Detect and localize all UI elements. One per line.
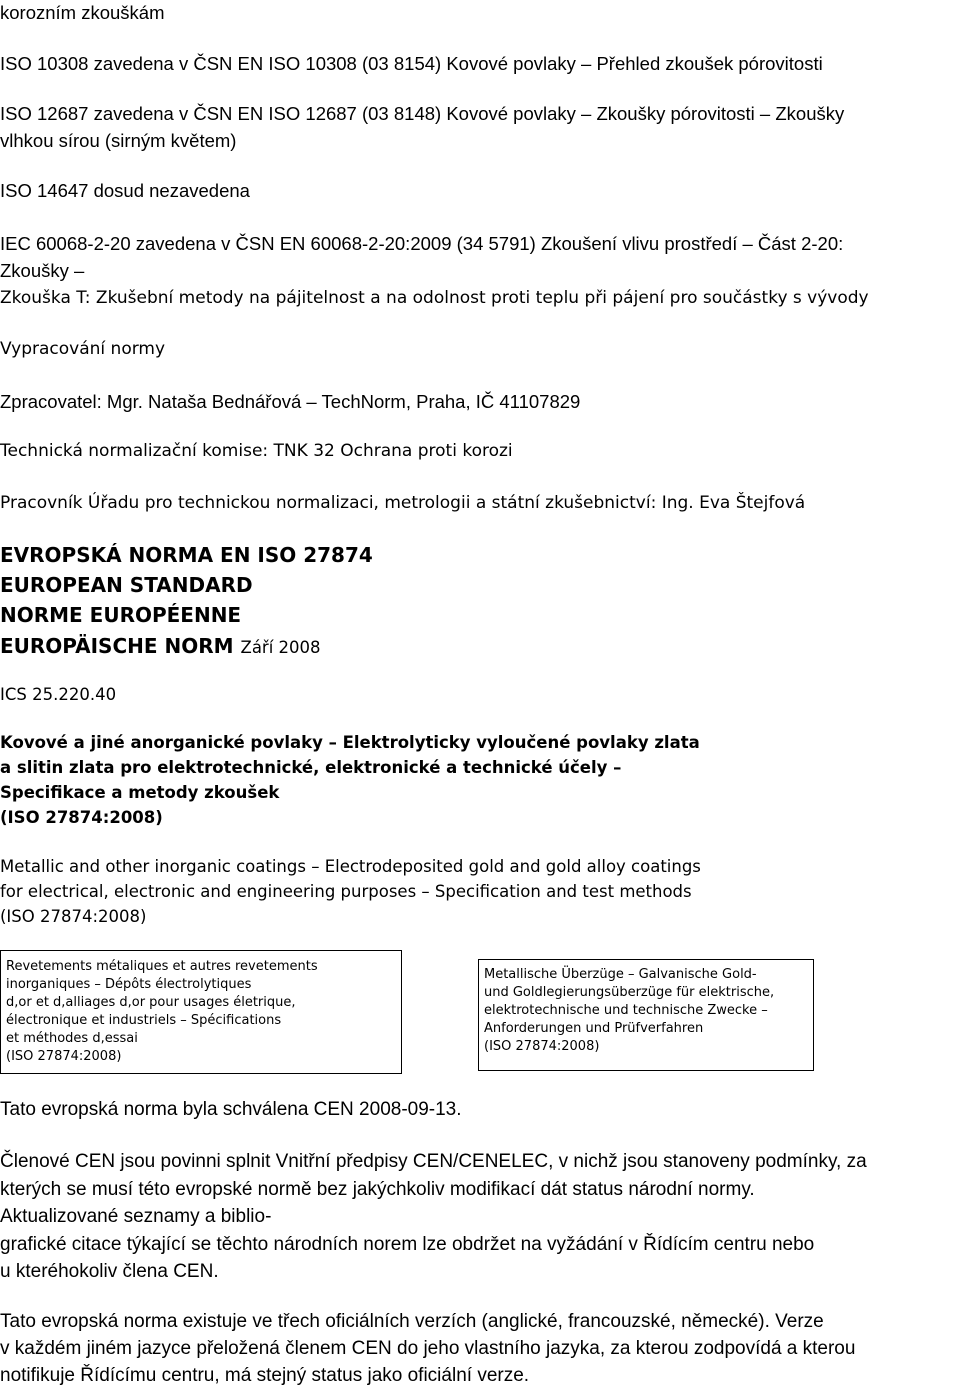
standard-heading-de: EUROPÄISCHE NORM: [0, 634, 234, 658]
versions-line: Tato evropská norma existuje ve třech oficiálních verzích (anglické, francouzské, německé). Verze: [0, 1311, 824, 1332]
approval-statement: Tato evropská norma byla schválena CEN 2008-09-13.: [0, 1099, 462, 1120]
standard-heading: EUROPEAN STANDARD: [0, 573, 253, 597]
title-fr-line: inorganiques – Dépôts électrolytiques: [6, 977, 252, 992]
text-line: Pracovník Úřadu pro technickou normalizaci, metrologii a státní zkušebnictví: Ing. Eva Štejfová: [0, 493, 806, 513]
text-line: ISO 12687 zavedena v ČSN EN ISO 12687 (03 8148) Kovové povlaky – Zkoušky pórovitosti – Zkoušky: [0, 103, 845, 124]
text-line: Zkoušky –: [0, 260, 85, 281]
text-line: ISO 14647 dosud nezavedena: [0, 180, 250, 201]
standard-heading: EVROPSKÁ NORMA EN ISO 27874: [0, 543, 373, 567]
publication-date: Září 2008: [240, 638, 321, 657]
title-en-line: Metallic and other inorganic coatings – Electrodeposited gold and gold alloy coatings: [0, 857, 701, 876]
standard-heading: [0, 634, 321, 658]
text-line: vlhkou sírou (sirným květem): [0, 130, 237, 151]
members-line: u kteréhokoliv člena CEN.: [0, 1261, 219, 1282]
text-line: Zpracovatel: Mgr. Nataša Bednářová – TechNorm, Praha, IČ 41107829: [0, 391, 581, 412]
text-line: Zkouška T: Zkušební metody na pájitelnost a na odolnost proti teplu při pájení pro součástky s vývody: [0, 288, 869, 308]
title-en-line: for electrical, electronic and engineering purposes – Specification and test methods: [0, 882, 692, 901]
title-fr-line: électronique et industriels – Spécifications: [6, 1013, 282, 1028]
title-de-line: Anforderungen und Prüfverfahren: [484, 1021, 704, 1036]
members-line: grafické citace týkající se těchto národních norem lze obdržet na vyžádání v Řídícím centru nebo: [0, 1234, 815, 1255]
title-de-box: [478, 959, 814, 1071]
title-fr-line: (ISO 27874:2008): [6, 1049, 122, 1064]
title-cz-line: Kovové a jiné anorganické povlaky – Elektrolyticky vyloučené povlaky zlata: [0, 733, 700, 752]
members-line: Aktualizované seznamy a biblio-: [0, 1206, 272, 1227]
text-line: Technická normalizační komise: TNK 32 Ochrana proti korozi: [0, 441, 513, 461]
versions-line: v každém jiném jazyce přeložená členem CEN do jeho vlastního jazyka, za kterou zodpovídá a kterou: [0, 1338, 856, 1359]
title-fr-line: d,or et d,alliages d,or pour usages életrique,: [6, 995, 296, 1010]
members-line: Členové CEN jsou povinni splnit Vnitřní předpisy CEN/CENELEC, v nichž jsou stanoveny podmínky, za: [0, 1151, 867, 1172]
text-line: ISO 10308 zavedena v ČSN EN ISO 10308 (03 8154) Kovové povlaky – Přehled zkoušek pórovitosti: [0, 53, 823, 74]
title-de-line: Metallische Überzüge – Galvanische Gold-: [484, 967, 757, 982]
title-fr-box: [0, 950, 402, 1074]
title-cz-line: a slitin zlata pro elektrotechnické, elektronické a technické účely –: [0, 758, 622, 777]
title-cz-line: Specifikace a metody zkoušek: [0, 783, 280, 802]
versions-line: notifikuje Řídícímu centru, má stejný status jako oficiální verze.: [0, 1365, 530, 1386]
title-en-line: (ISO 27874:2008): [0, 907, 147, 926]
text-line: korozním zkouškám: [0, 2, 165, 23]
title-de-line: (ISO 27874:2008): [484, 1039, 600, 1054]
title-de-line: und Goldlegierungsüberzüge für elektrische,: [484, 985, 775, 1000]
members-line: kterých se musí této evropské normě bez jakýchkoliv modifikací dát status národní normy.: [0, 1179, 755, 1200]
title-fr-line: et méthodes d,essai: [6, 1031, 138, 1046]
title-fr-line: Revetements métaliques et autres revetements: [6, 959, 318, 974]
text-line: IEC 60068-2-20 zavedena v ČSN EN 60068-2-20:2009 (34 5791) Zkoušení vlivu prostředí – Část 2-20:: [0, 233, 844, 254]
ics-code: ICS 25.220.40: [0, 685, 117, 704]
section-heading: Vypracování normy: [0, 339, 166, 359]
title-cz-line: (ISO 27874:2008): [0, 808, 163, 827]
title-de-line: elektrotechnische und technische Zwecke –: [484, 1003, 768, 1018]
standard-heading: NORME EUROPÉENNE: [0, 603, 242, 627]
